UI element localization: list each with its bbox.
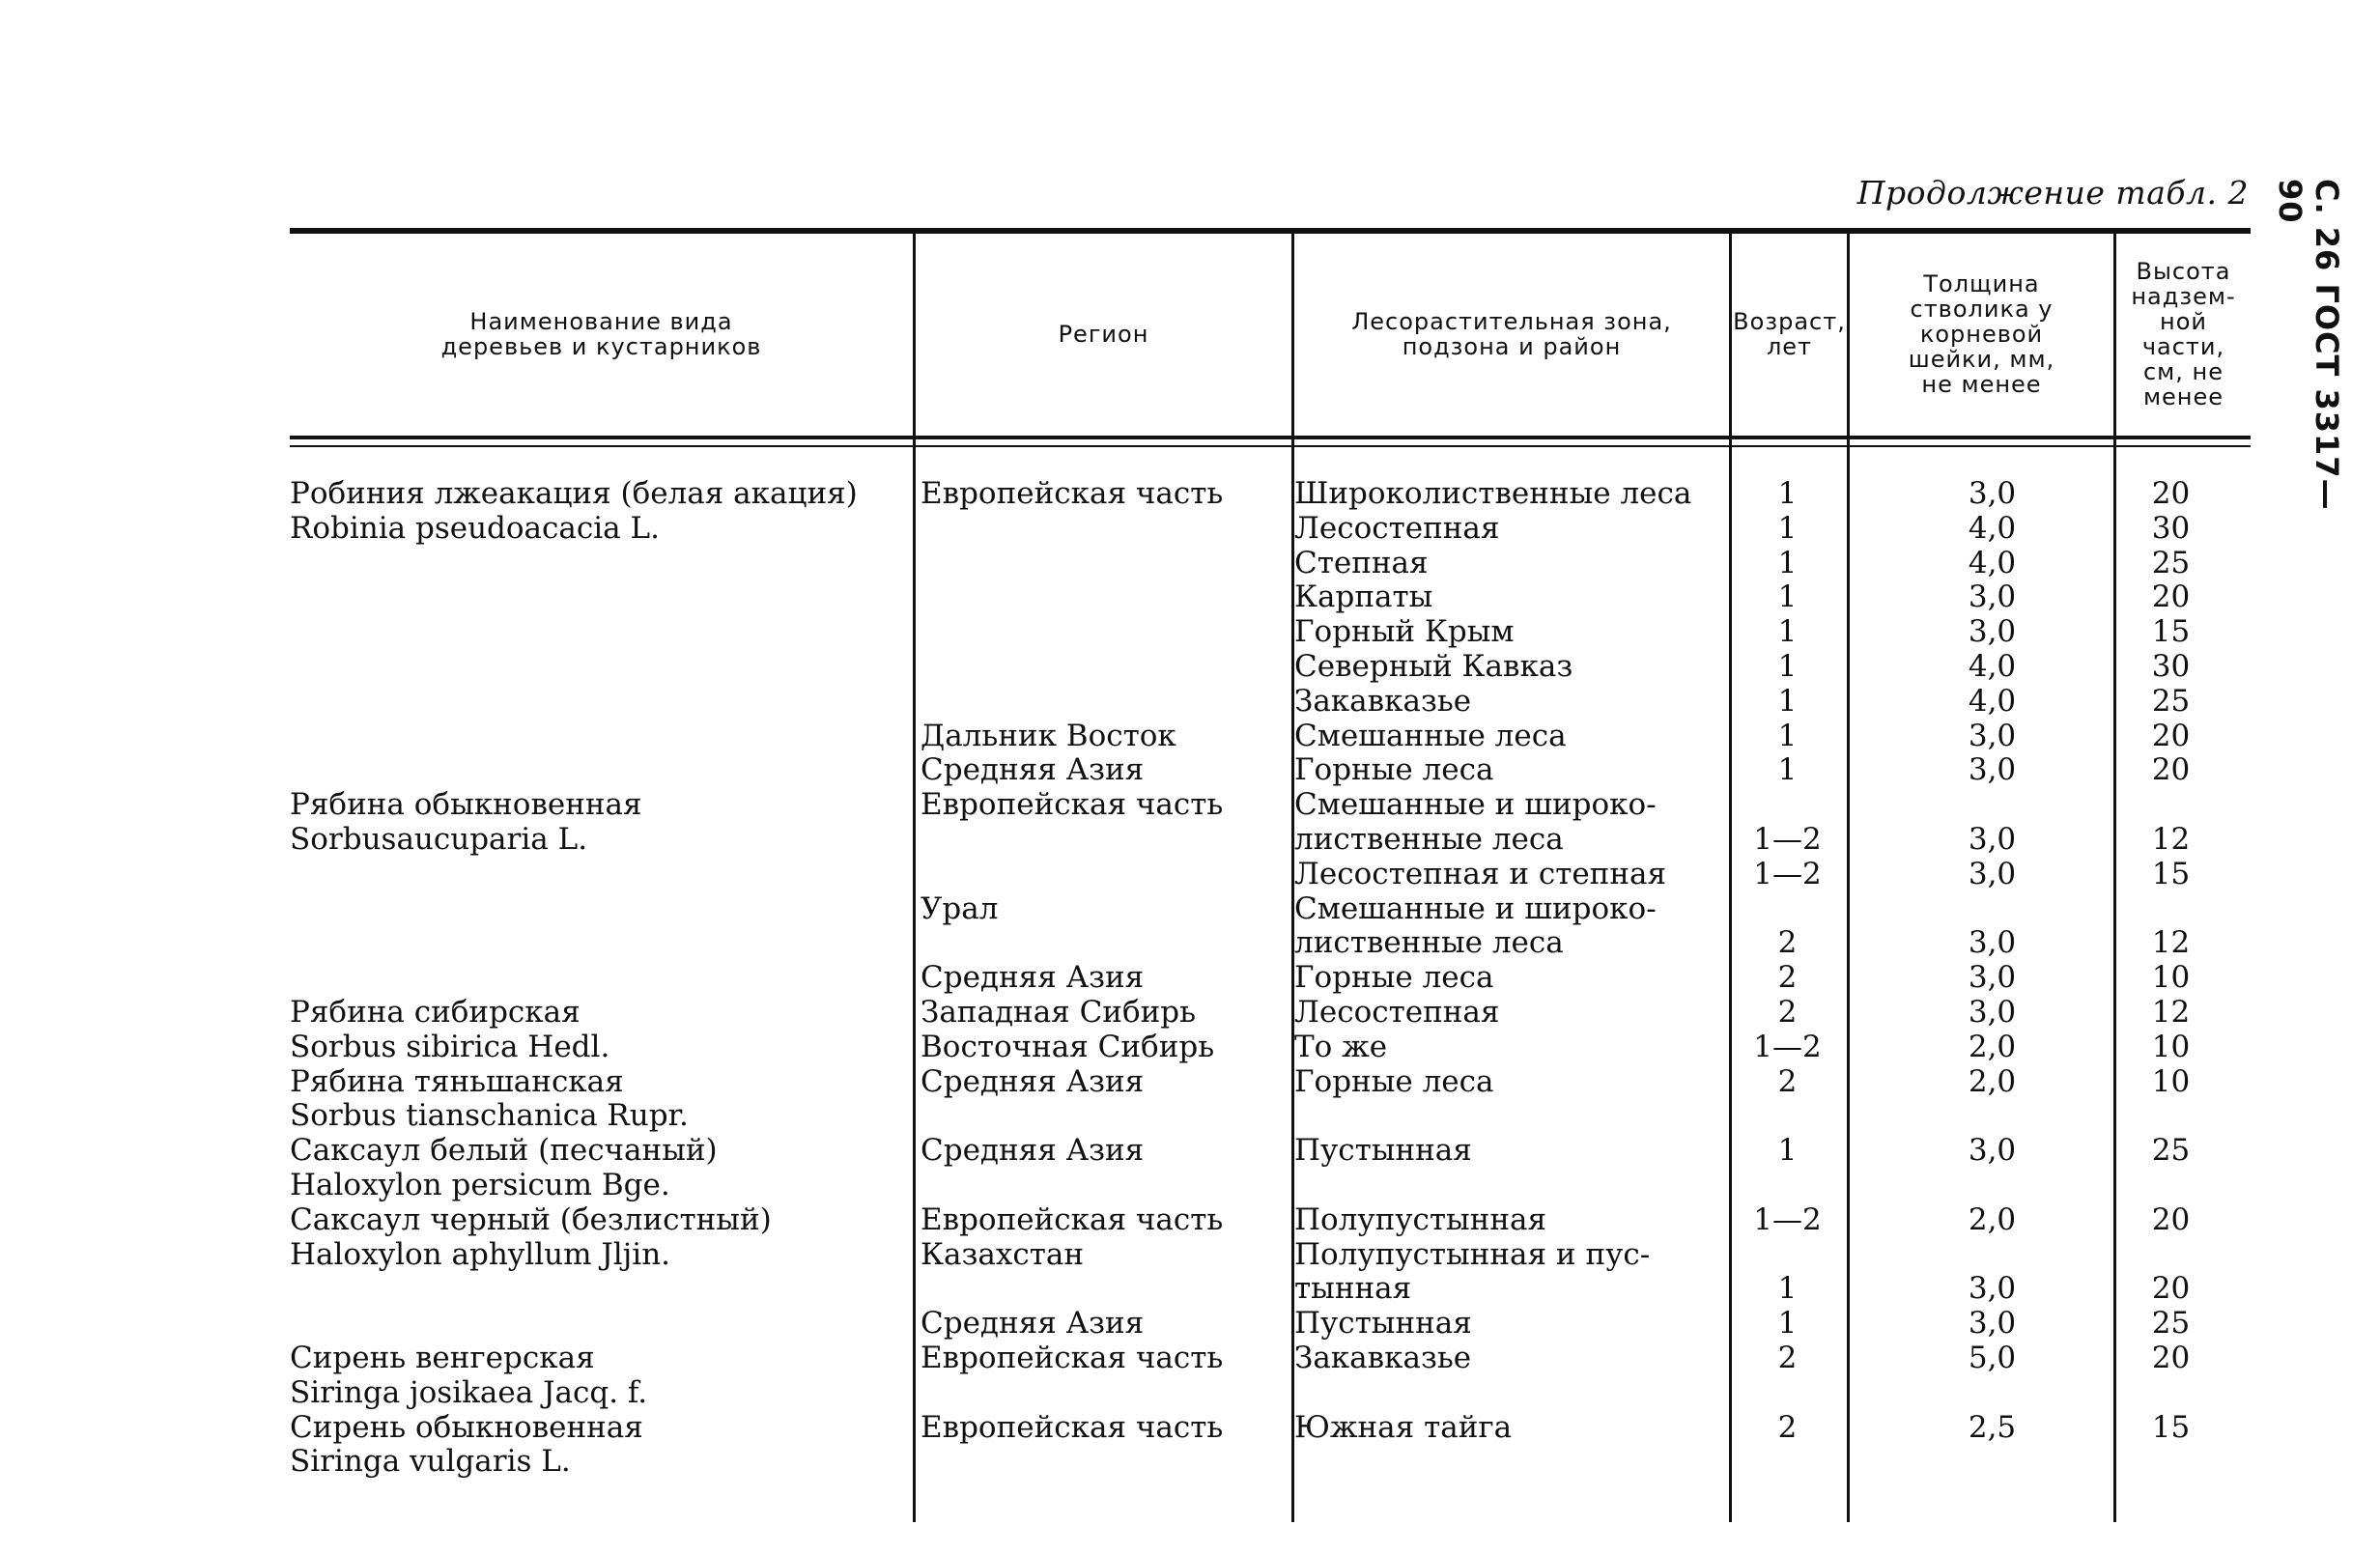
table-row bbox=[290, 892, 2251, 927]
header-height: Высота надзем- ной части, см, не менее bbox=[2131, 258, 2236, 410]
table-row bbox=[290, 1307, 2251, 1342]
zone-cell: Полупустынная bbox=[1294, 1201, 1547, 1237]
table-caption: Продолжение табл. 2 bbox=[1856, 174, 2249, 212]
header-region: Регион bbox=[1058, 321, 1149, 348]
species-name-cell: Haloxylon aphyllum Jljin. bbox=[290, 1236, 671, 1272]
zone-cell: Южная тайга bbox=[1294, 1409, 1513, 1445]
species-name-cell: Sorbus tianschanica Rupr. bbox=[290, 1098, 689, 1134]
age-cell: 1 bbox=[1777, 476, 1798, 511]
age-cell: 2 bbox=[1777, 925, 1798, 961]
thickness-cell: 2,0 bbox=[1968, 1029, 2017, 1064]
zone-cell: лиственные леса bbox=[1294, 925, 1564, 961]
table-row bbox=[290, 720, 2251, 754]
zone-cell: Карпаты bbox=[1294, 579, 1433, 615]
page-number-standard: С. 26 ГОСТ 3317—90 bbox=[2272, 179, 2345, 511]
region-cell: Европейская часть bbox=[921, 1201, 1224, 1237]
table-row bbox=[290, 1031, 2251, 1065]
height-cell: 25 bbox=[2151, 1306, 2191, 1342]
height-cell: 25 bbox=[2151, 545, 2191, 580]
age-cell: 1 bbox=[1777, 718, 1798, 753]
zone-cell: Лесостепная bbox=[1294, 510, 1500, 546]
species-name-cell: Sorbusaucuparia L. bbox=[290, 821, 588, 857]
table-row bbox=[290, 580, 2251, 615]
thickness-cell: 3,0 bbox=[1968, 994, 2017, 1030]
thickness-cell: 4,0 bbox=[1968, 683, 2017, 719]
table-row bbox=[290, 1342, 2251, 1376]
thickness-cell: 3,0 bbox=[1968, 821, 2017, 857]
table-row bbox=[290, 1445, 2251, 1480]
region-cell: Европейская часть bbox=[921, 476, 1224, 511]
zone-cell: Пустынная bbox=[1294, 1306, 1472, 1342]
zone-cell: Пустынная bbox=[1294, 1133, 1472, 1169]
age-cell: 1 bbox=[1777, 510, 1798, 546]
species-name-cell: Робиния лжеакация (белая акация) bbox=[290, 476, 858, 511]
height-cell: 25 bbox=[2151, 1133, 2191, 1169]
age-cell: 1 bbox=[1777, 579, 1798, 615]
height-cell: 20 bbox=[2151, 752, 2191, 788]
zone-cell: Горные леса bbox=[1294, 752, 1494, 788]
age-cell: 1 bbox=[1777, 614, 1798, 650]
table-row bbox=[290, 650, 2251, 685]
zone-cell: Лесостепная и степная bbox=[1294, 856, 1667, 891]
zone-cell: То же bbox=[1294, 1029, 1388, 1064]
thickness-cell: 3,0 bbox=[1968, 614, 2017, 650]
table-row bbox=[290, 477, 2251, 512]
table-body bbox=[290, 477, 2251, 1480]
thickness-cell: 4,0 bbox=[1968, 648, 2017, 684]
height-cell: 20 bbox=[2151, 1201, 2191, 1237]
header-bottom-rule-secondary bbox=[290, 445, 2251, 447]
age-cell: 1—2 bbox=[1753, 856, 1822, 891]
height-cell: 20 bbox=[2151, 1340, 2191, 1375]
height-cell: 12 bbox=[2151, 925, 2191, 961]
table-row bbox=[290, 926, 2251, 961]
table-row bbox=[290, 823, 2251, 858]
region-cell: Европейская часть bbox=[921, 1340, 1224, 1375]
region-cell: Европейская часть bbox=[921, 1409, 1224, 1445]
age-cell: 1—2 bbox=[1753, 1201, 1822, 1237]
species-name-cell: Саксаул белый (песчаный) bbox=[290, 1133, 718, 1169]
table-row bbox=[290, 1169, 2251, 1203]
zone-cell: Степная bbox=[1294, 545, 1429, 580]
region-cell: Восточная Сибирь bbox=[921, 1029, 1215, 1064]
region-cell: Урал bbox=[921, 890, 999, 926]
height-cell: 20 bbox=[2151, 476, 2191, 511]
age-cell: 1 bbox=[1777, 683, 1798, 719]
zone-cell: Широколиственные леса bbox=[1294, 476, 1692, 511]
thickness-cell: 4,0 bbox=[1968, 545, 2017, 580]
height-cell: 20 bbox=[2151, 718, 2191, 753]
zone-cell: Горный Крым bbox=[1294, 614, 1515, 650]
zone-cell: Смешанные и широко- bbox=[1294, 890, 1657, 926]
thickness-cell: 2,0 bbox=[1968, 1063, 2017, 1099]
table-row bbox=[290, 996, 2251, 1031]
region-cell: Дальник Восток bbox=[921, 718, 1176, 753]
species-name-cell: Рябина сибирская bbox=[290, 994, 581, 1030]
height-cell: 15 bbox=[2151, 856, 2191, 891]
age-cell: 1 bbox=[1777, 1271, 1798, 1307]
age-cell: 2 bbox=[1777, 960, 1798, 996]
header-age: Возраст, лет bbox=[1733, 308, 1846, 360]
table-row bbox=[290, 788, 2251, 823]
zone-cell: лиственные леса bbox=[1294, 821, 1564, 857]
age-cell: 1 bbox=[1777, 1133, 1798, 1169]
height-cell: 10 bbox=[2151, 1029, 2191, 1064]
species-name-cell: Сирень венгерская bbox=[290, 1340, 595, 1375]
region-cell: Средняя Азия bbox=[921, 960, 1145, 996]
table-row bbox=[290, 1376, 2251, 1411]
thickness-cell: 3,0 bbox=[1968, 960, 2017, 996]
table-row bbox=[290, 1065, 2251, 1100]
age-cell: 1 bbox=[1777, 752, 1798, 788]
species-name-cell: Сирень обыкновенная bbox=[290, 1409, 643, 1445]
thickness-cell: 3,0 bbox=[1968, 925, 2017, 961]
thickness-cell: 3,0 bbox=[1968, 476, 2017, 511]
table-row bbox=[290, 961, 2251, 996]
zone-cell: Закавказье bbox=[1294, 683, 1472, 719]
table-row bbox=[290, 1134, 2251, 1169]
region-cell: Западная Сибирь bbox=[921, 994, 1197, 1030]
thickness-cell: 5,0 bbox=[1968, 1340, 2017, 1375]
header-zone: Лесорастительная зона, подзона и район bbox=[1351, 308, 1672, 360]
species-name-cell: Sorbus sibirica Hedl. bbox=[290, 1029, 610, 1064]
height-cell: 30 bbox=[2151, 510, 2191, 546]
thickness-cell: 2,5 bbox=[1968, 1409, 2017, 1445]
thickness-cell: 3,0 bbox=[1968, 1133, 2017, 1169]
header-thickness: Толщина стволика у корневой шейки, мм, не менее bbox=[1908, 270, 2055, 398]
age-cell: 2 bbox=[1777, 1409, 1798, 1445]
height-cell: 20 bbox=[2151, 579, 2191, 615]
height-cell: 15 bbox=[2151, 1409, 2191, 1445]
age-cell: 1—2 bbox=[1753, 1029, 1822, 1064]
region-cell: Средняя Азия bbox=[921, 1063, 1145, 1099]
table-row bbox=[290, 858, 2251, 892]
table-row bbox=[290, 1238, 2251, 1273]
species-name-cell: Саксаул черный (безлистный) bbox=[290, 1201, 772, 1237]
table-row bbox=[290, 753, 2251, 788]
age-cell: 2 bbox=[1777, 1340, 1798, 1375]
zone-cell: Закавказье bbox=[1294, 1340, 1472, 1375]
zone-cell: Лесостепная bbox=[1294, 994, 1500, 1030]
zone-cell: Северный Кавказ bbox=[1294, 648, 1573, 684]
height-cell: 15 bbox=[2151, 614, 2191, 650]
height-cell: 12 bbox=[2151, 994, 2191, 1030]
zone-cell: Смешанные и широко- bbox=[1294, 787, 1657, 823]
thickness-cell: 2,0 bbox=[1968, 1201, 2017, 1237]
table-row bbox=[290, 512, 2251, 547]
table-row bbox=[290, 1272, 2251, 1307]
species-name-cell: Siringa vulgaris L. bbox=[290, 1444, 571, 1480]
species-name-cell: Haloxylon persicum Bge. bbox=[290, 1167, 670, 1202]
age-cell: 1 bbox=[1777, 1306, 1798, 1342]
species-table bbox=[290, 228, 2251, 1522]
age-cell: 2 bbox=[1777, 994, 1798, 1030]
thickness-cell: 3,0 bbox=[1968, 752, 2017, 788]
height-cell: 20 bbox=[2151, 1271, 2191, 1307]
zone-cell: Смешанные леса bbox=[1294, 718, 1567, 753]
region-cell: Средняя Азия bbox=[921, 1306, 1145, 1342]
region-cell: Казахстан bbox=[921, 1236, 1085, 1272]
thickness-cell: 3,0 bbox=[1968, 856, 2017, 891]
header-name: Наименование вида деревьев и кустарников bbox=[440, 308, 762, 360]
thickness-cell: 3,0 bbox=[1968, 718, 2017, 753]
table-row bbox=[290, 1099, 2251, 1134]
region-cell: Средняя Азия bbox=[921, 752, 1145, 788]
thickness-cell: 4,0 bbox=[1968, 510, 2017, 546]
species-name-cell: Robinia pseudoacacia L. bbox=[290, 510, 660, 546]
species-name-cell: Рябина тяньшанская bbox=[290, 1063, 624, 1099]
table-row bbox=[290, 547, 2251, 581]
thickness-cell: 3,0 bbox=[1968, 1271, 2017, 1307]
height-cell: 10 bbox=[2151, 1063, 2191, 1099]
table-row bbox=[290, 685, 2251, 720]
age-cell: 2 bbox=[1777, 1063, 1798, 1099]
age-cell: 1 bbox=[1777, 648, 1798, 684]
age-cell: 1 bbox=[1777, 545, 1798, 580]
species-name-cell: Рябина обыкновенная bbox=[290, 787, 642, 823]
species-name-cell: Siringa josikaea Jacq. f. bbox=[290, 1374, 648, 1410]
height-cell: 12 bbox=[2151, 821, 2191, 857]
height-cell: 30 bbox=[2151, 648, 2191, 684]
table-row bbox=[290, 1411, 2251, 1446]
thickness-cell: 3,0 bbox=[1968, 1306, 2017, 1342]
table-row bbox=[290, 615, 2251, 650]
table-row bbox=[290, 1203, 2251, 1238]
table-top-rule bbox=[290, 228, 2251, 234]
region-cell: Европейская часть bbox=[921, 787, 1224, 823]
zone-cell: Полупустынная и пус- bbox=[1294, 1236, 1651, 1272]
zone-cell: Горные леса bbox=[1294, 1063, 1494, 1099]
height-cell: 25 bbox=[2151, 683, 2191, 719]
page-side-label bbox=[2272, 179, 2345, 546]
header-bottom-rule bbox=[290, 436, 2251, 439]
zone-cell: тынная bbox=[1294, 1271, 1412, 1307]
height-cell: 10 bbox=[2151, 960, 2191, 996]
age-cell: 1—2 bbox=[1753, 821, 1822, 857]
thickness-cell: 3,0 bbox=[1968, 579, 2017, 615]
region-cell: Средняя Азия bbox=[921, 1133, 1145, 1169]
zone-cell: Горные леса bbox=[1294, 960, 1494, 996]
